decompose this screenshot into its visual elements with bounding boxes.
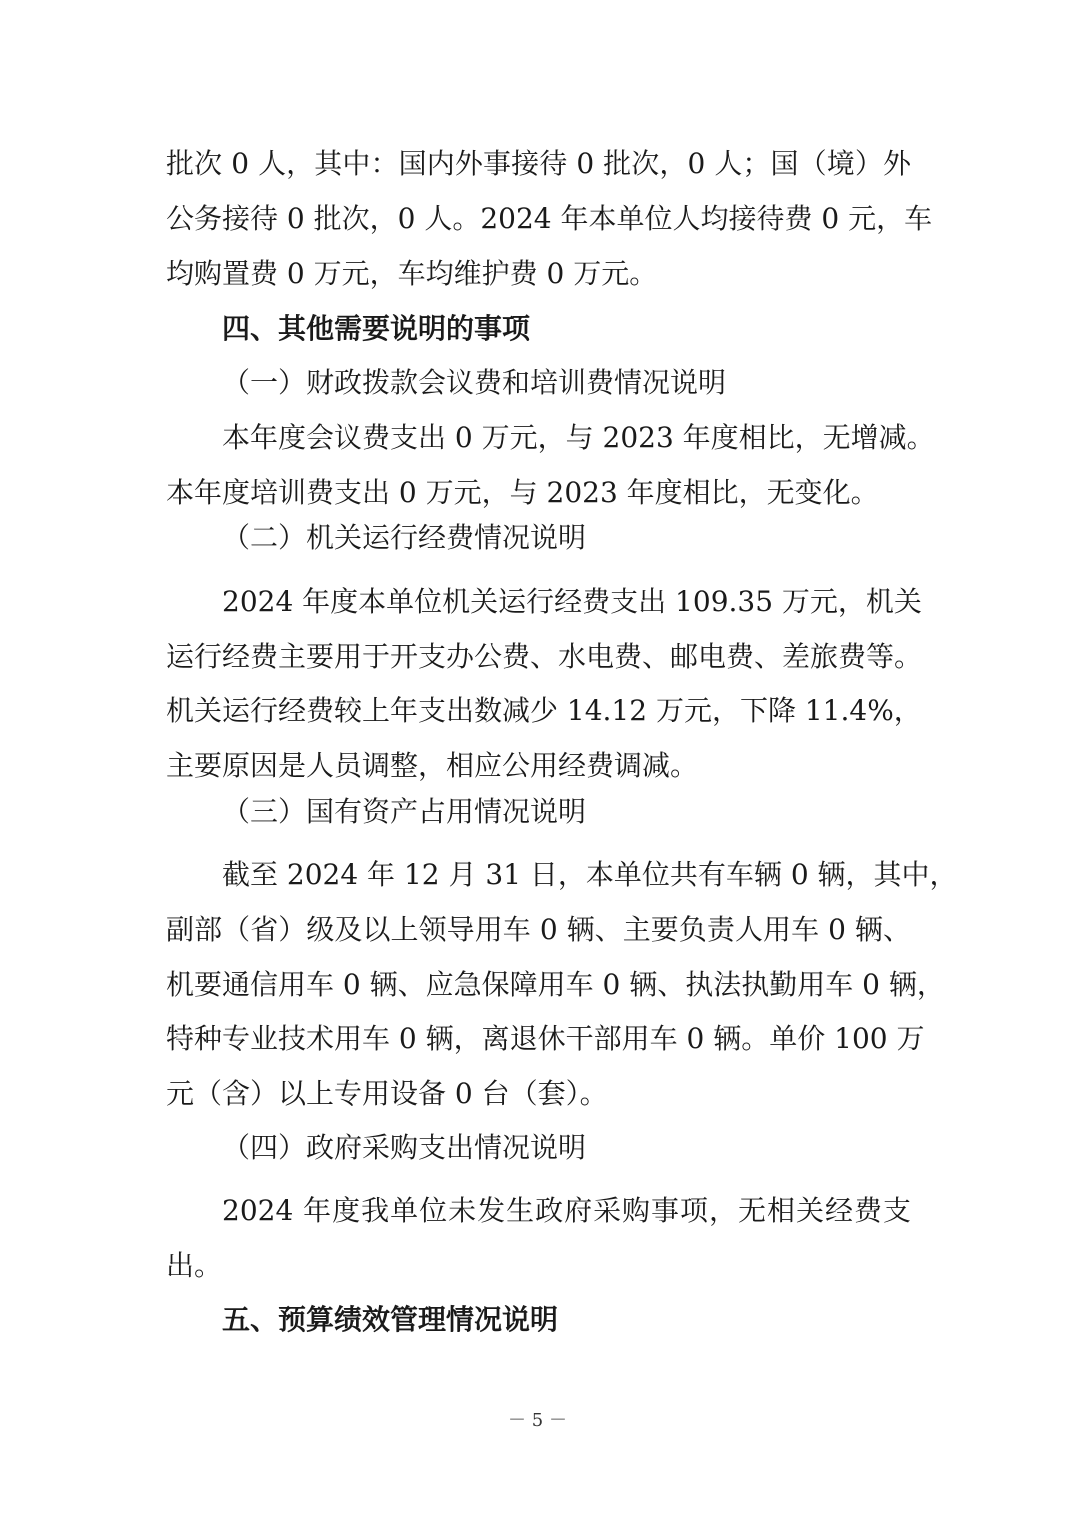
subsection-title-4: （四）政府采购支出情况说明 (222, 1131, 587, 1164)
paragraph-line: 本年度会议费支出 0 万元，与 2023 年度相比，无增减。 (222, 421, 935, 454)
paragraph-line: 运行经费主要用于开支办公费、水电费、邮电费、差旅费等。 (166, 640, 923, 673)
paragraph-line: 2024 年度我单位未发生政府采购事项，无相关经费支 (222, 1194, 911, 1227)
paragraph-line: 机关运行经费较上年支出数减少 14.12 万元，下降 11.4%， (166, 694, 922, 727)
paragraph-line: 主要原因是人员调整，相应公用经费调减。 (166, 749, 699, 782)
paragraph-line: 公务接待 0 批次，0 人。2024 年本单位人均接待费 0 元，车 (166, 202, 933, 235)
paragraph-line: 均购置费 0 万元，车均维护费 0 万元。 (166, 257, 658, 290)
subsection-title-1: （一）财政拨款会议费和培训费情况说明 (222, 366, 727, 399)
paragraph-line: 2024 年度本单位机关运行经费支出 109.35 万元，机关 (222, 585, 922, 618)
section-heading-five: 五、预算绩效管理情况说明 (222, 1303, 559, 1336)
paragraph-line: 机要通信用车 0 辆、应急保障用车 0 辆、执法执勤用车 0 辆， (166, 968, 945, 1001)
section-heading-four: 四、其他需要说明的事项 (222, 312, 531, 345)
paragraph-line: 批次 0 人，其中：国内外事接待 0 批次，0 人；国（境）外 (166, 147, 911, 180)
paragraph-line: 截至 2024 年 12 月 31 日，本单位共有车辆 0 辆，其中， (222, 858, 958, 891)
paragraph-line: 出。 (166, 1249, 223, 1282)
paragraph-line: 元（含）以上专用设备 0 台（套）。 (166, 1077, 608, 1110)
paragraph-line: 本年度培训费支出 0 万元，与 2023 年度相比，无变化。 (166, 476, 879, 509)
paragraph-line: 特种专业技术用车 0 辆，离退休干部用车 0 辆。单价 100 万 (166, 1022, 925, 1055)
paragraph-line: 副部（省）级及以上领导用车 0 辆、主要负责人用车 0 辆、 (166, 913, 911, 946)
subsection-title-3: （三）国有资产占用情况说明 (222, 795, 587, 828)
subsection-title-2: （二）机关运行经费情况说明 (222, 521, 587, 554)
page-number: － 5 － (508, 1410, 567, 1431)
